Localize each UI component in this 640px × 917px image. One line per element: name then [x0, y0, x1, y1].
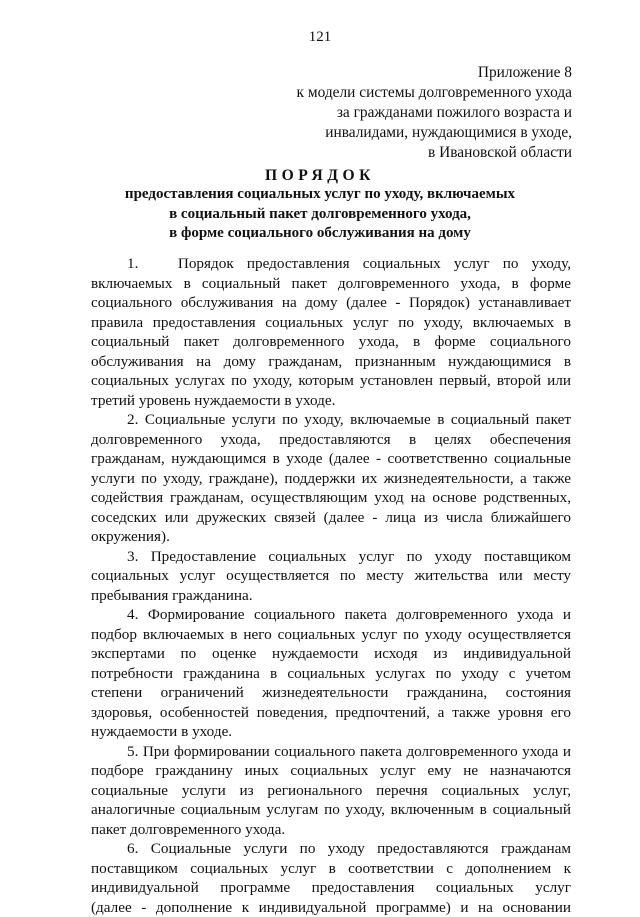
paragraph-3-line: пребывания гражданина.: [91, 586, 571, 606]
paragraph-1-line: социальный пакет долговременного ухода, в форме социального: [91, 332, 571, 352]
document-body: [91, 254, 571, 917]
paragraph-1-line: обслуживания на дому гражданам, признанным нуждающимися в: [91, 352, 571, 372]
appendix-line: за гражданами пожилого возраста и: [297, 103, 572, 123]
paragraph-6-line: 6. Социальные услуги по уходу предоставляются гражданам: [91, 839, 571, 859]
paragraph-6-line: индивидуальной программе предоставления социальных услуг: [91, 878, 571, 898]
appendix-line: в Ивановской области: [297, 143, 572, 163]
paragraph-5-line: подборе гражданину иных социальных услуг ему не назначаются: [91, 761, 571, 781]
paragraph-6-line: (далее - дополнение к индивидуальной программе) и на основании: [91, 898, 571, 917]
paragraph-1-line: 1. Порядок предоставления социальных услуг по уходу,: [91, 254, 571, 274]
paragraph-4-line: потребности гражданина в социальных услугах по уходу с учетом: [91, 664, 571, 684]
paragraph-2-line: долговременного ухода, предоставляются в целях обеспечения: [91, 430, 571, 450]
paragraph-1-line: социального обслуживания на дому (далее - Порядок) устанавливает: [91, 293, 571, 313]
paragraph-4-line: экспертами по оценке нуждаемости исходя из индивидуальной: [91, 644, 571, 664]
appendix-line: инвалидами, нуждающимися в уходе,: [297, 123, 572, 143]
appendix-line: Приложение 8: [297, 63, 572, 83]
page-number: 121: [0, 28, 640, 46]
paragraph-4-line: подбор включаемых в него социальных услуг по уходу осуществляется: [91, 625, 571, 645]
paragraph-1-line: включаемых в социальный пакет долговременного ухода, в форме: [91, 274, 571, 294]
paragraph-4-line: нуждаемости в уходе.: [91, 722, 571, 742]
paragraph-2-line: услуги по уходу, граждане), поддержки их жизнедеятельности, а также: [91, 469, 571, 489]
paragraph-4-line: степени ограничений жизнедеятельности гражданина, состояния: [91, 683, 571, 703]
paragraph-1-line: социальных услугах по уходу, которым установлен первый, второй или: [91, 371, 571, 391]
paragraph-3-line: социальных услуг осуществляется по месту жительства или месту: [91, 566, 571, 586]
paragraph-3-line: 3. Предоставление социальных услуг по уходу поставщиком: [91, 547, 571, 567]
document-subtitle: [0, 185, 640, 244]
paragraph-1-line: правила предоставления социальных услуг по уходу, включаемых в: [91, 313, 571, 333]
appendix-line: к модели системы долговременного ухода: [297, 83, 572, 103]
paragraph-2-line: 2. Социальные услуги по уходу, включаемые в социальный пакет: [91, 410, 571, 430]
document-title: ПОРЯДОК: [0, 166, 640, 186]
paragraph-2-line: соседских или дружеских связей (далее - лица из числа ближайшего: [91, 508, 571, 528]
paragraph-6-line: поставщиком социальных услуг в соответствии с дополнением к: [91, 859, 571, 879]
paragraph-1-line: третий уровень нуждаемости в уходе.: [91, 391, 571, 411]
paragraph-2-line: окружения).: [91, 527, 571, 547]
subtitle-line: в форме социального обслуживания на дому: [0, 224, 640, 244]
subtitle-line: предоставления социальных услуг по уходу, включаемых: [0, 185, 640, 205]
paragraph-2-line: гражданам, нуждающимся в уходе (далее - соответственно социальные: [91, 449, 571, 469]
paragraph-5-line: 5. При формировании социального пакета долговременного ухода и: [91, 742, 571, 762]
paragraph-4-line: 4. Формирование социального пакета долговременного ухода и: [91, 605, 571, 625]
paragraph-5-line: социальные услуги из регионального перечня социальных услуг,: [91, 781, 571, 801]
paragraph-4-line: здоровья, особенностей поведения, предпочтений, а также уровня его: [91, 703, 571, 723]
appendix-header: [297, 63, 572, 163]
paragraph-5-line: пакет долговременного ухода.: [91, 820, 571, 840]
paragraph-2-line: содействия гражданам, осуществляющим уход на основе родственных,: [91, 488, 571, 508]
paragraph-5-line: аналогичные социальным услугам по уходу, включенным в социальный: [91, 800, 571, 820]
subtitle-line: в социальный пакет долговременного ухода,: [0, 205, 640, 225]
